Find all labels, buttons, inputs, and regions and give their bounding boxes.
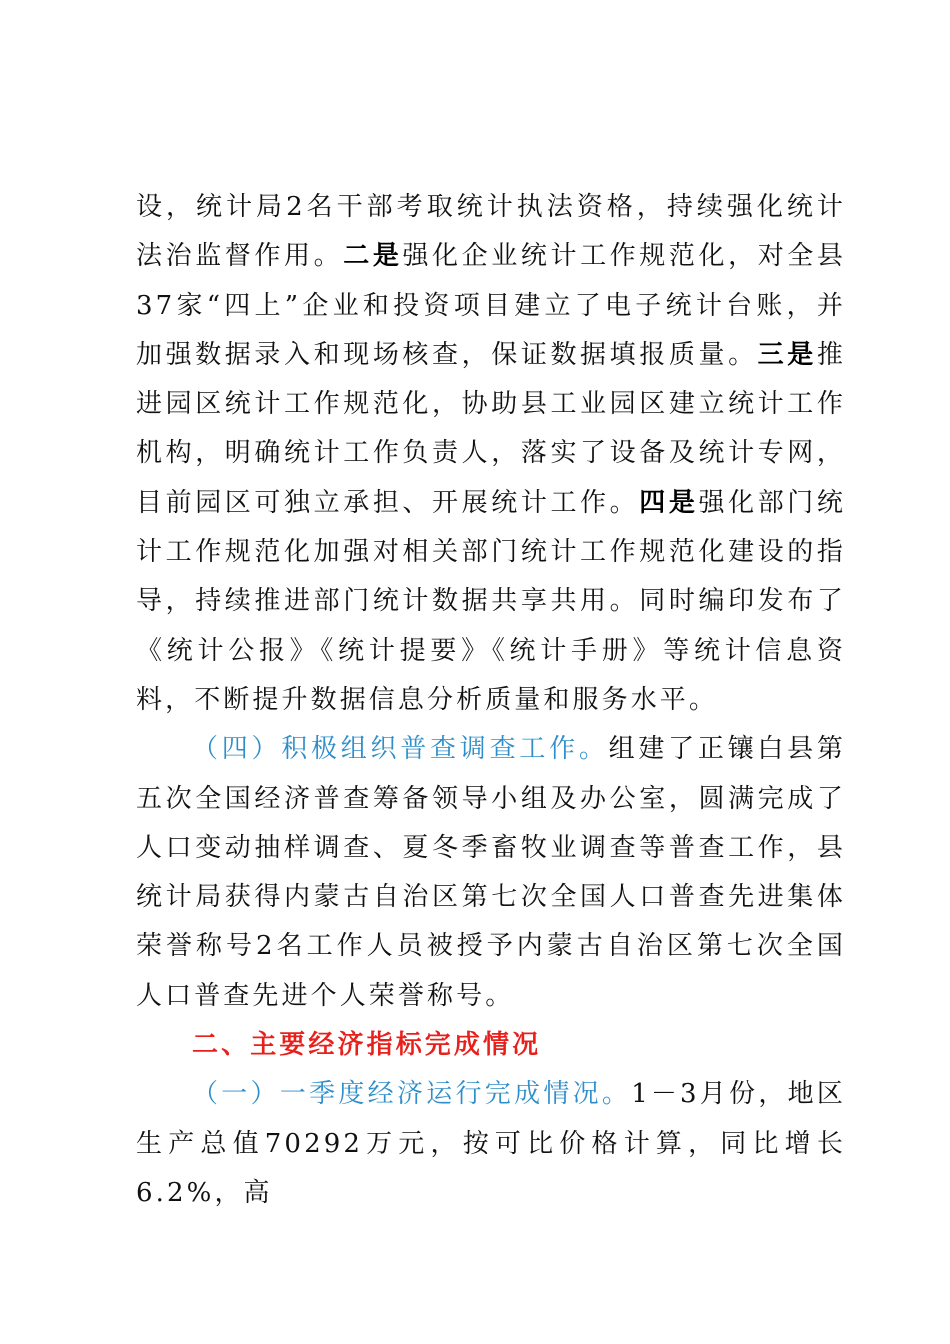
paragraph-census-survey xyxy=(136,725,846,1021)
subheading-first-quarter: （一）一季度经济运行完成情况。 xyxy=(192,1079,632,1110)
bold-keyword-second: 二是 xyxy=(343,241,403,272)
paragraph-text: 组建了正镶白县第五次全国经济普查筹备领导小组及办公室，圆满完成了人口变动抽样调查、夏冬季畜牧业调查等普查工作，县统计局获得内蒙古自治区第七次全国人口普查先进集体荣誉称号2名工作人员被授予内蒙古自治区第七次全国人口普查先进个人荣誉称号。 xyxy=(136,734,846,1011)
bold-keyword-fourth: 四是 xyxy=(639,487,699,518)
paragraph-text: 推进园区统计工作规范化，协助县工业园区建立统计工作机构，明确统计工作负责人，落实了设备及统计专网，目前园区可独立承担、开展统计工作。 xyxy=(136,339,846,518)
paragraph-text: 强化部门统计工作规范化加强对相关部门统计工作规范化建设的指导，持续推进部门统计数据共享共用。同时编印发布了《统计公报》《统计提要》《统计手册》等统计信息资料，不断提升数据信息分析质量和服务水平。 xyxy=(136,487,846,715)
bold-keyword-third: 三是 xyxy=(757,339,817,370)
section-title: 二、主要经济指标完成情况 xyxy=(192,1030,542,1061)
section-heading-economic-indicators xyxy=(136,1021,846,1070)
paragraph-text: 强化企业统计工作规范化，对全县37家“四上”企业和投资项目建立了电子统计台账，并加强数据录入和现场核查，保证数据填报质量。 xyxy=(136,241,847,370)
subheading-census-survey: （四）积极组织普查调查工作。 xyxy=(192,734,609,765)
paragraph-first-quarter xyxy=(136,1070,846,1218)
paragraph-text: 1－3月份，地区生产总值70292万元，按可比价格计算，同比增长6.2%，高 xyxy=(136,1079,846,1208)
document-body xyxy=(136,183,846,1218)
paragraph-statistics-standardization xyxy=(136,183,846,725)
paragraph-text: 设，统计局2名干部考取统计执法资格，持续强化统计法治监督作用。 xyxy=(136,192,846,272)
